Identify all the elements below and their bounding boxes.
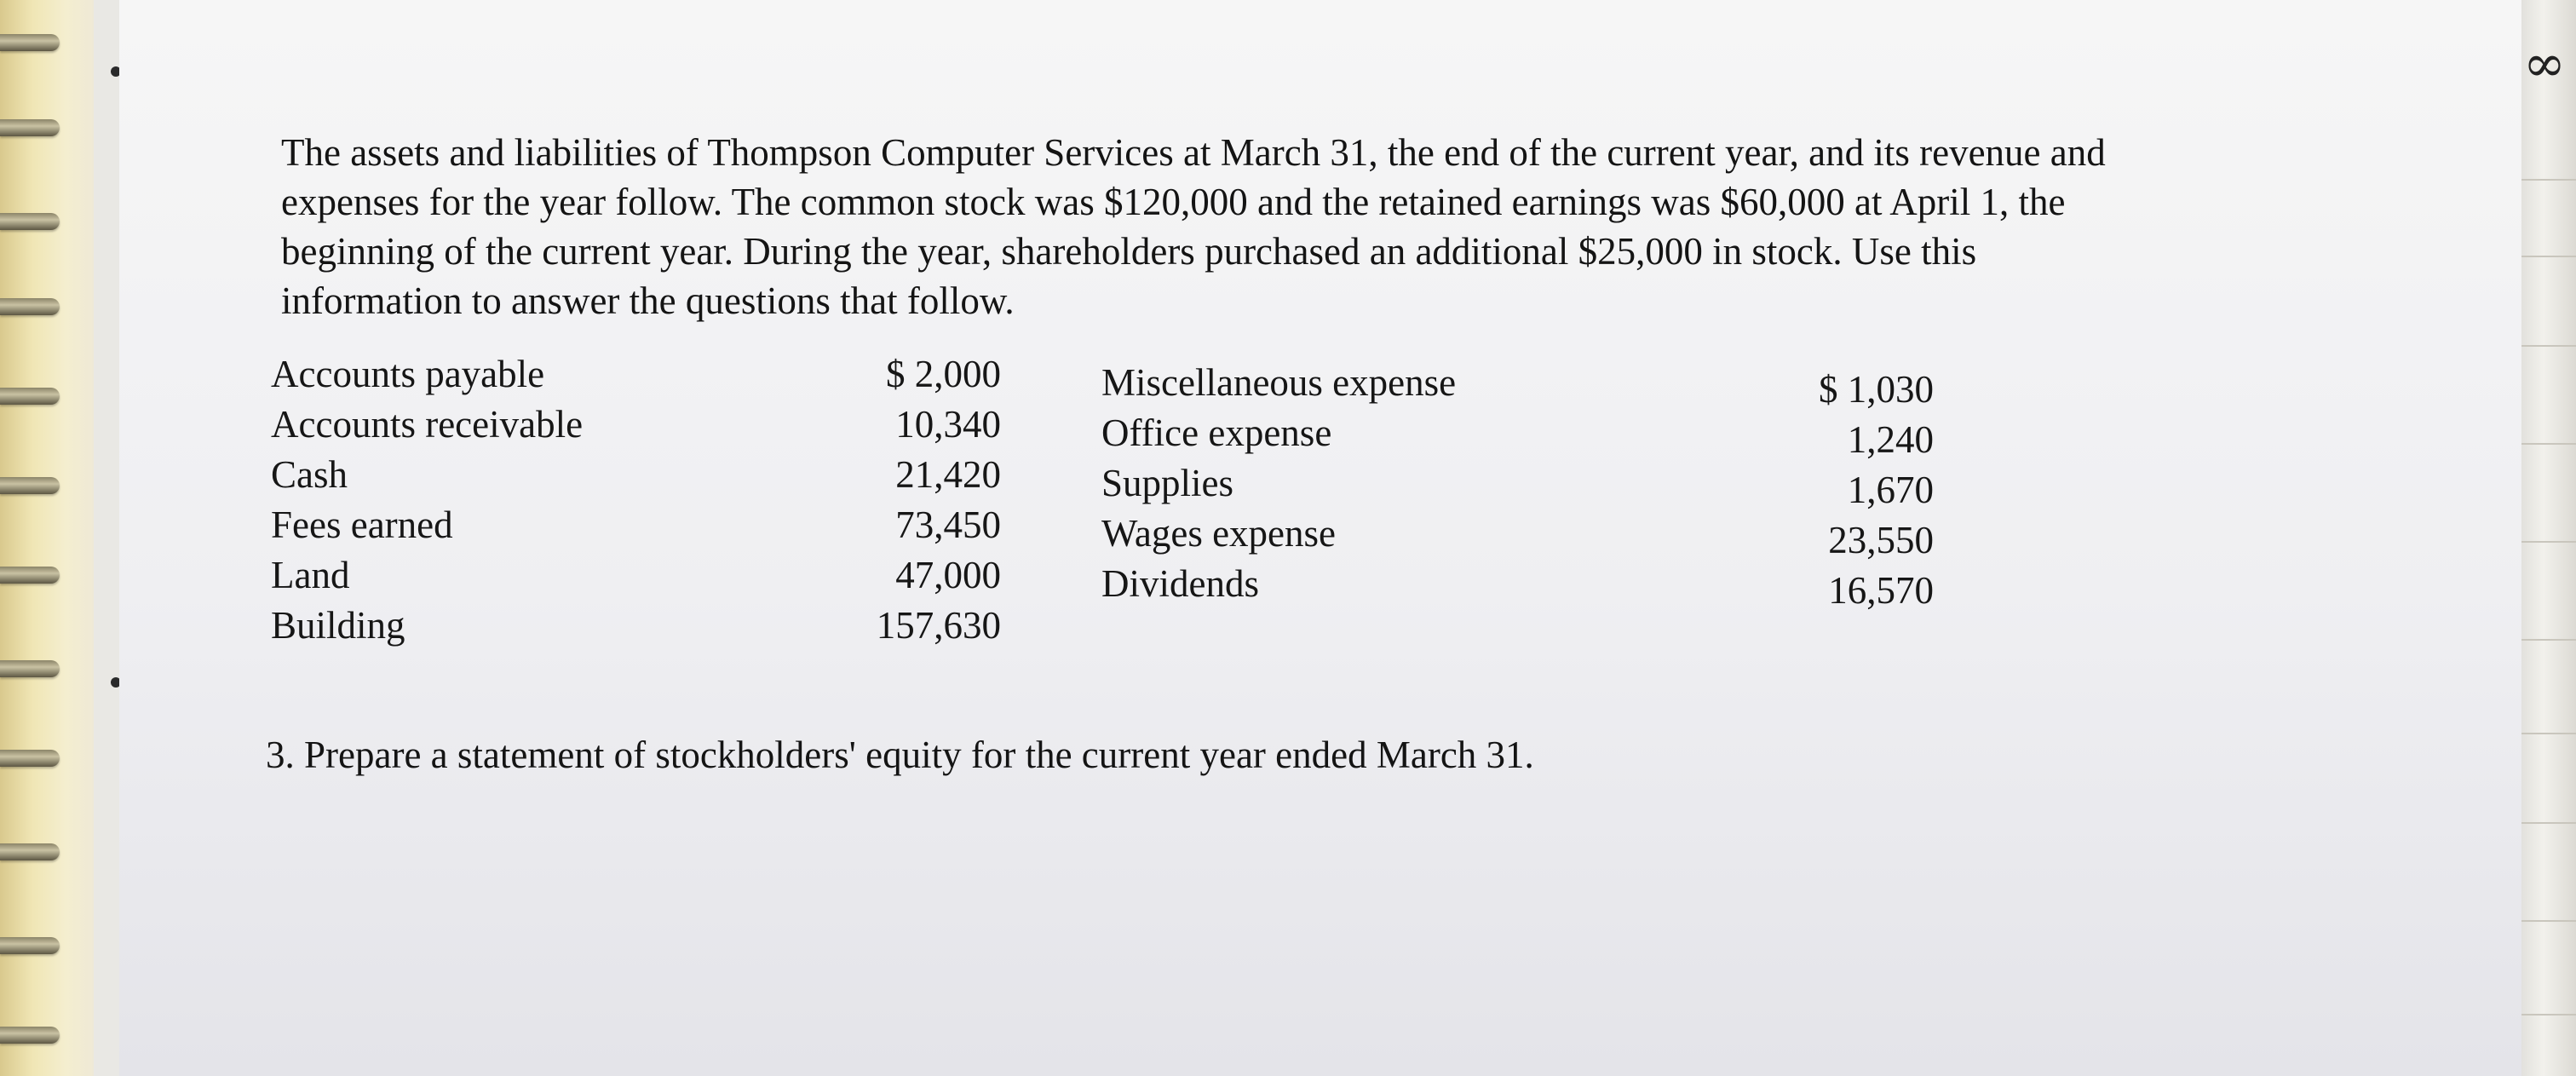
intro-line: The assets and liabilities of Thompson Computer Services at March 31, the end of the current year, and its revenue and xyxy=(281,131,2106,174)
binder-ring xyxy=(0,750,60,767)
account-label: Fees earned xyxy=(271,503,453,546)
binder-ring xyxy=(0,937,60,954)
left-account-values xyxy=(818,349,1001,651)
account-value: $ 1,030 xyxy=(1819,368,1934,411)
left-account-labels xyxy=(271,349,697,651)
account-value: $ 2,000 xyxy=(886,353,1001,395)
account-label: Miscellaneous expense xyxy=(1101,361,1457,404)
binder-ring xyxy=(0,567,60,584)
binder-ring xyxy=(0,388,60,405)
account-value: 21,420 xyxy=(895,453,1001,496)
binder-ring xyxy=(0,477,60,494)
account-value: 47,000 xyxy=(895,554,1001,596)
account-label: Supplies xyxy=(1101,462,1234,504)
account-value: 1,670 xyxy=(1847,469,1934,511)
account-value: 1,240 xyxy=(1847,418,1934,461)
account-label: Land xyxy=(271,554,350,596)
page-edge-stack xyxy=(2521,0,2576,1076)
binder-ring xyxy=(0,660,60,677)
intro-line: beginning of the current year. During the year, shareholders purchased an additional $25,000 in stock. Use this xyxy=(281,230,1977,273)
account-value: 10,340 xyxy=(895,403,1001,446)
account-label: Accounts receivable xyxy=(271,403,584,446)
problem-intro xyxy=(281,128,2368,325)
binder-ring xyxy=(0,298,60,315)
account-value: 73,450 xyxy=(895,503,1001,546)
binder-ring xyxy=(0,843,60,860)
account-value: 16,570 xyxy=(1828,569,1934,612)
right-account-values xyxy=(1746,365,1934,616)
binder-ring xyxy=(0,1027,60,1044)
handwritten-mark: ∞ xyxy=(2523,34,2566,94)
account-label: Building xyxy=(271,604,405,647)
account-value: 23,550 xyxy=(1828,519,1934,561)
account-label: Dividends xyxy=(1101,562,1259,605)
notebook-binding xyxy=(0,0,94,1076)
binder-ring xyxy=(0,34,60,51)
account-label: Cash xyxy=(271,453,348,496)
account-value: 157,630 xyxy=(876,604,1001,647)
binder-ring xyxy=(0,213,60,230)
intro-line: information to answer the questions that follow. xyxy=(281,279,1015,322)
question-text: 3. Prepare a statement of stockholders' equity for the current year ended March 31. xyxy=(266,734,1534,776)
intro-line: expenses for the year follow. The common stock was $120,000 and the retained earnings was $60,000 at April 1, the xyxy=(281,181,2066,223)
account-label: Office expense xyxy=(1101,411,1332,454)
account-label: Wages expense xyxy=(1101,512,1337,555)
binder-ring xyxy=(0,119,60,136)
right-account-labels xyxy=(1101,358,1698,609)
account-label: Accounts payable xyxy=(271,353,545,395)
